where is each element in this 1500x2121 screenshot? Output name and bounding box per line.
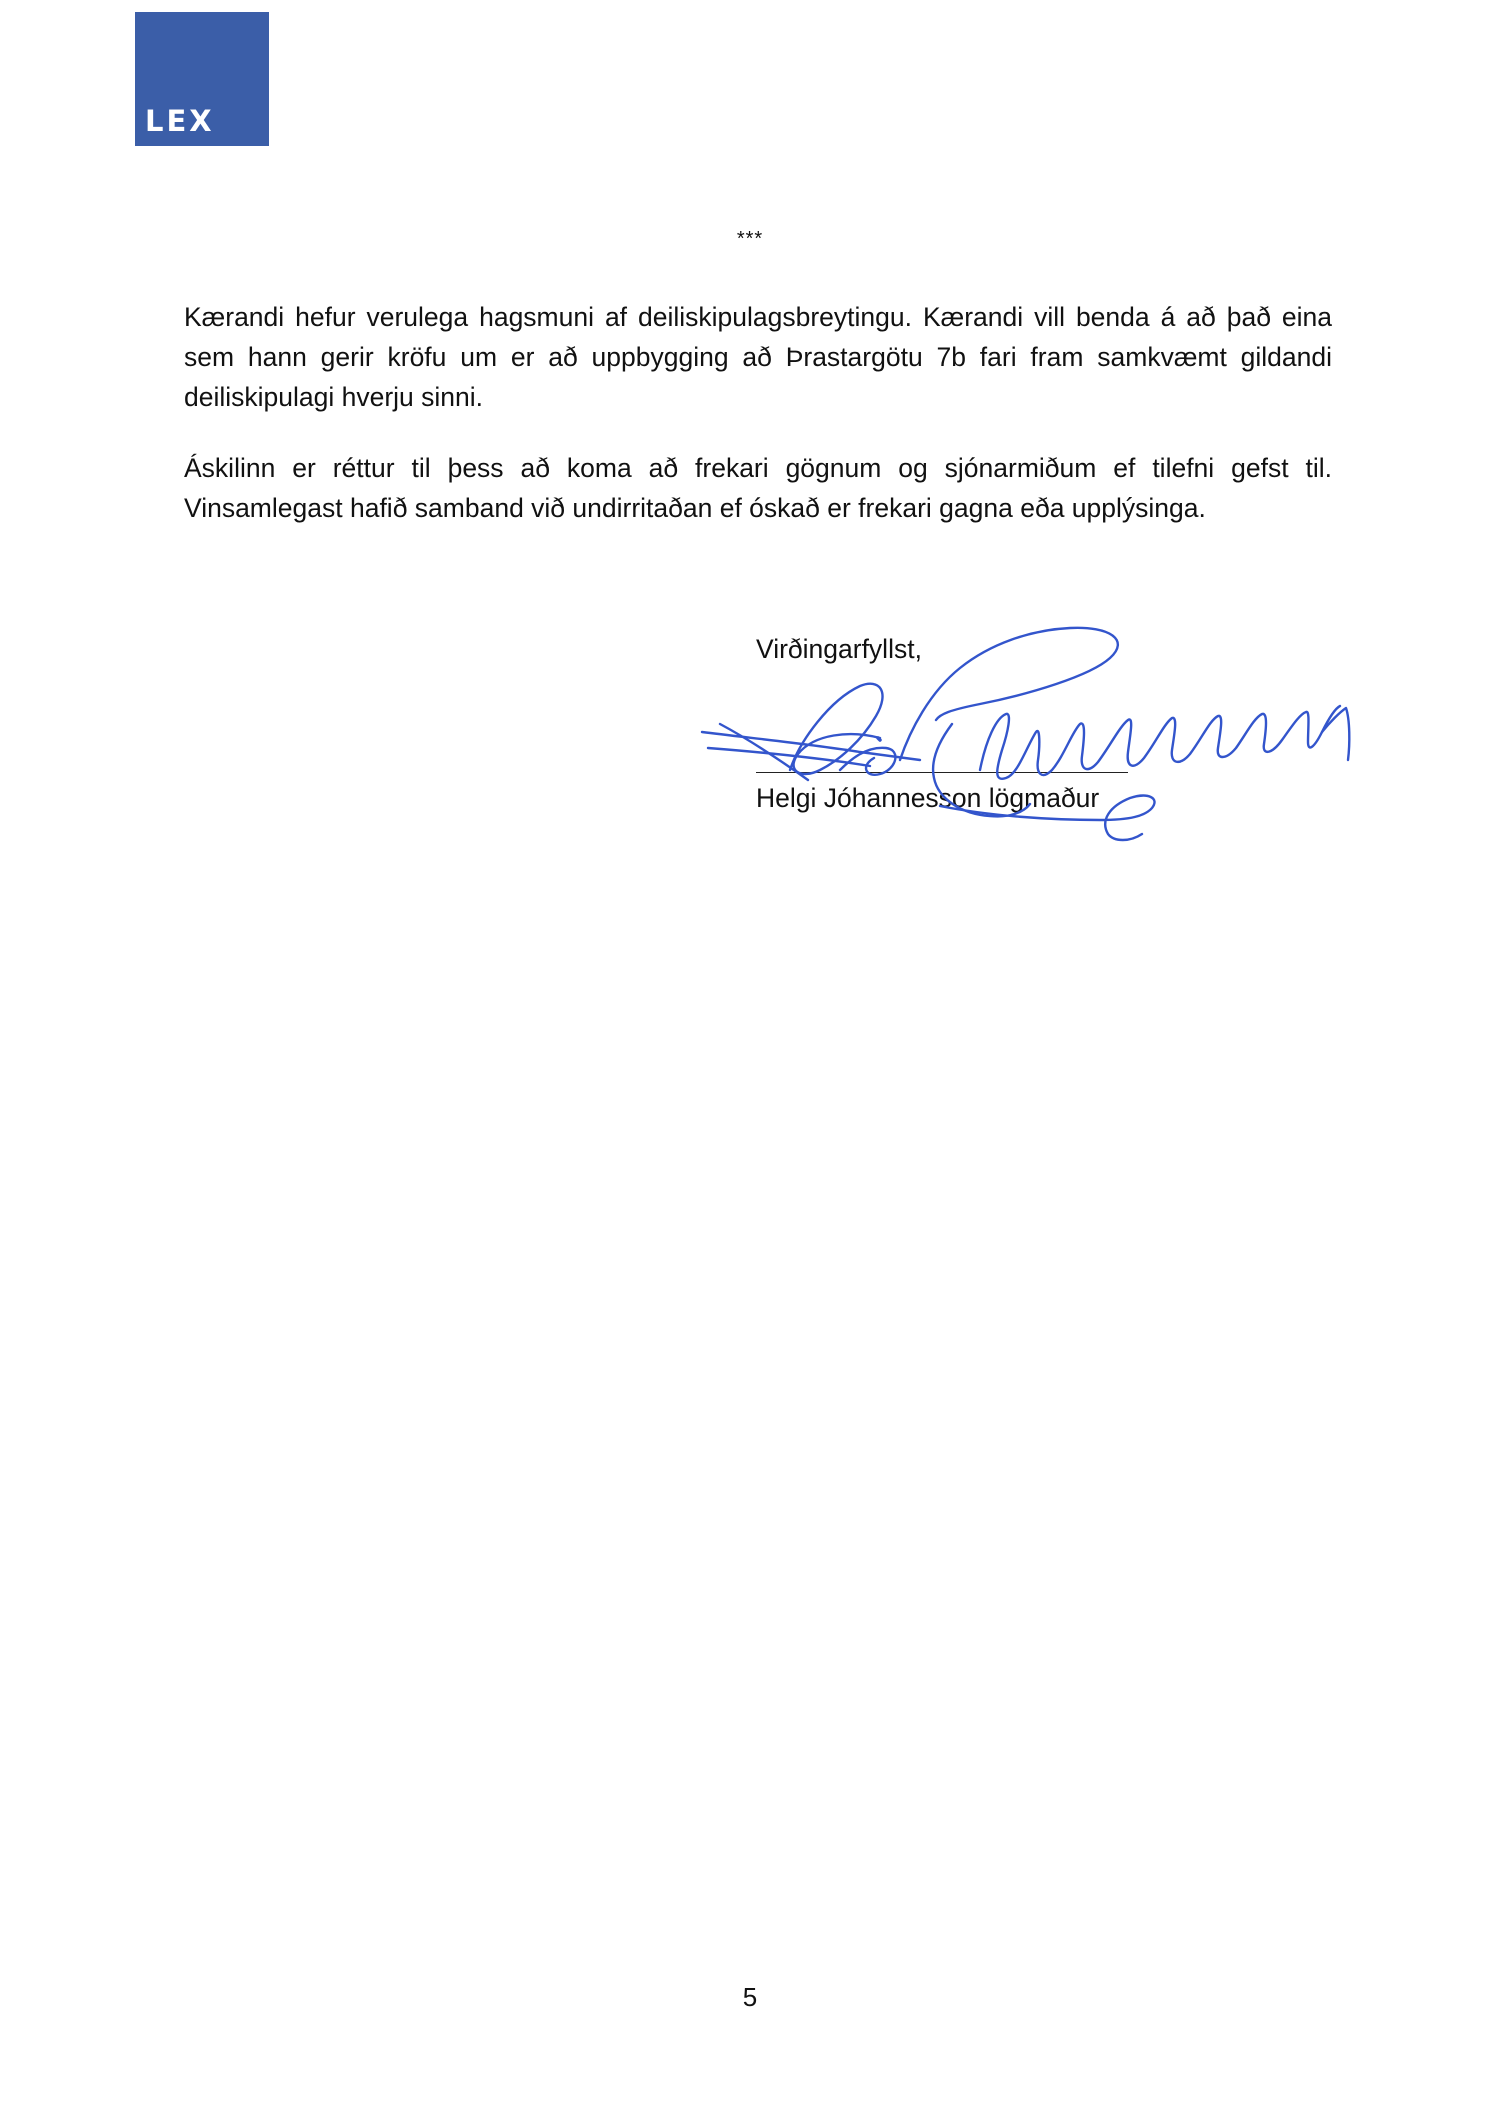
section-separator: *** bbox=[736, 228, 764, 250]
page-number: 5 bbox=[742, 1982, 758, 2012]
handwritten-signature bbox=[690, 620, 1370, 860]
paragraph-interest: Kærandi hefur verulega hagsmuni af deiliskipulagsbreytingu. Kærandi vill benda á að það eina sem hann gerir kröfu um er að uppbygging að Þrastargötu 7b fari fram samkvæmt gildandi deiliskipulagi hverju sinni. bbox=[184, 302, 1332, 412]
paragraph-reservation: Áskilinn er réttur til þess að koma að frekari gögnum og sjónarmiðum ef tilefni gefst til. Vinsamlegast hafið samband við undirritaðan ef óskað er frekari gagna eða upplýsinga. bbox=[184, 453, 1332, 523]
logo-text: LEX bbox=[145, 104, 215, 138]
signer-name: Helgi Jóhannesson lögmaður bbox=[756, 783, 1100, 813]
closing-salutation: Virðingarfyllst, bbox=[756, 634, 922, 664]
lex-logo bbox=[135, 12, 269, 146]
